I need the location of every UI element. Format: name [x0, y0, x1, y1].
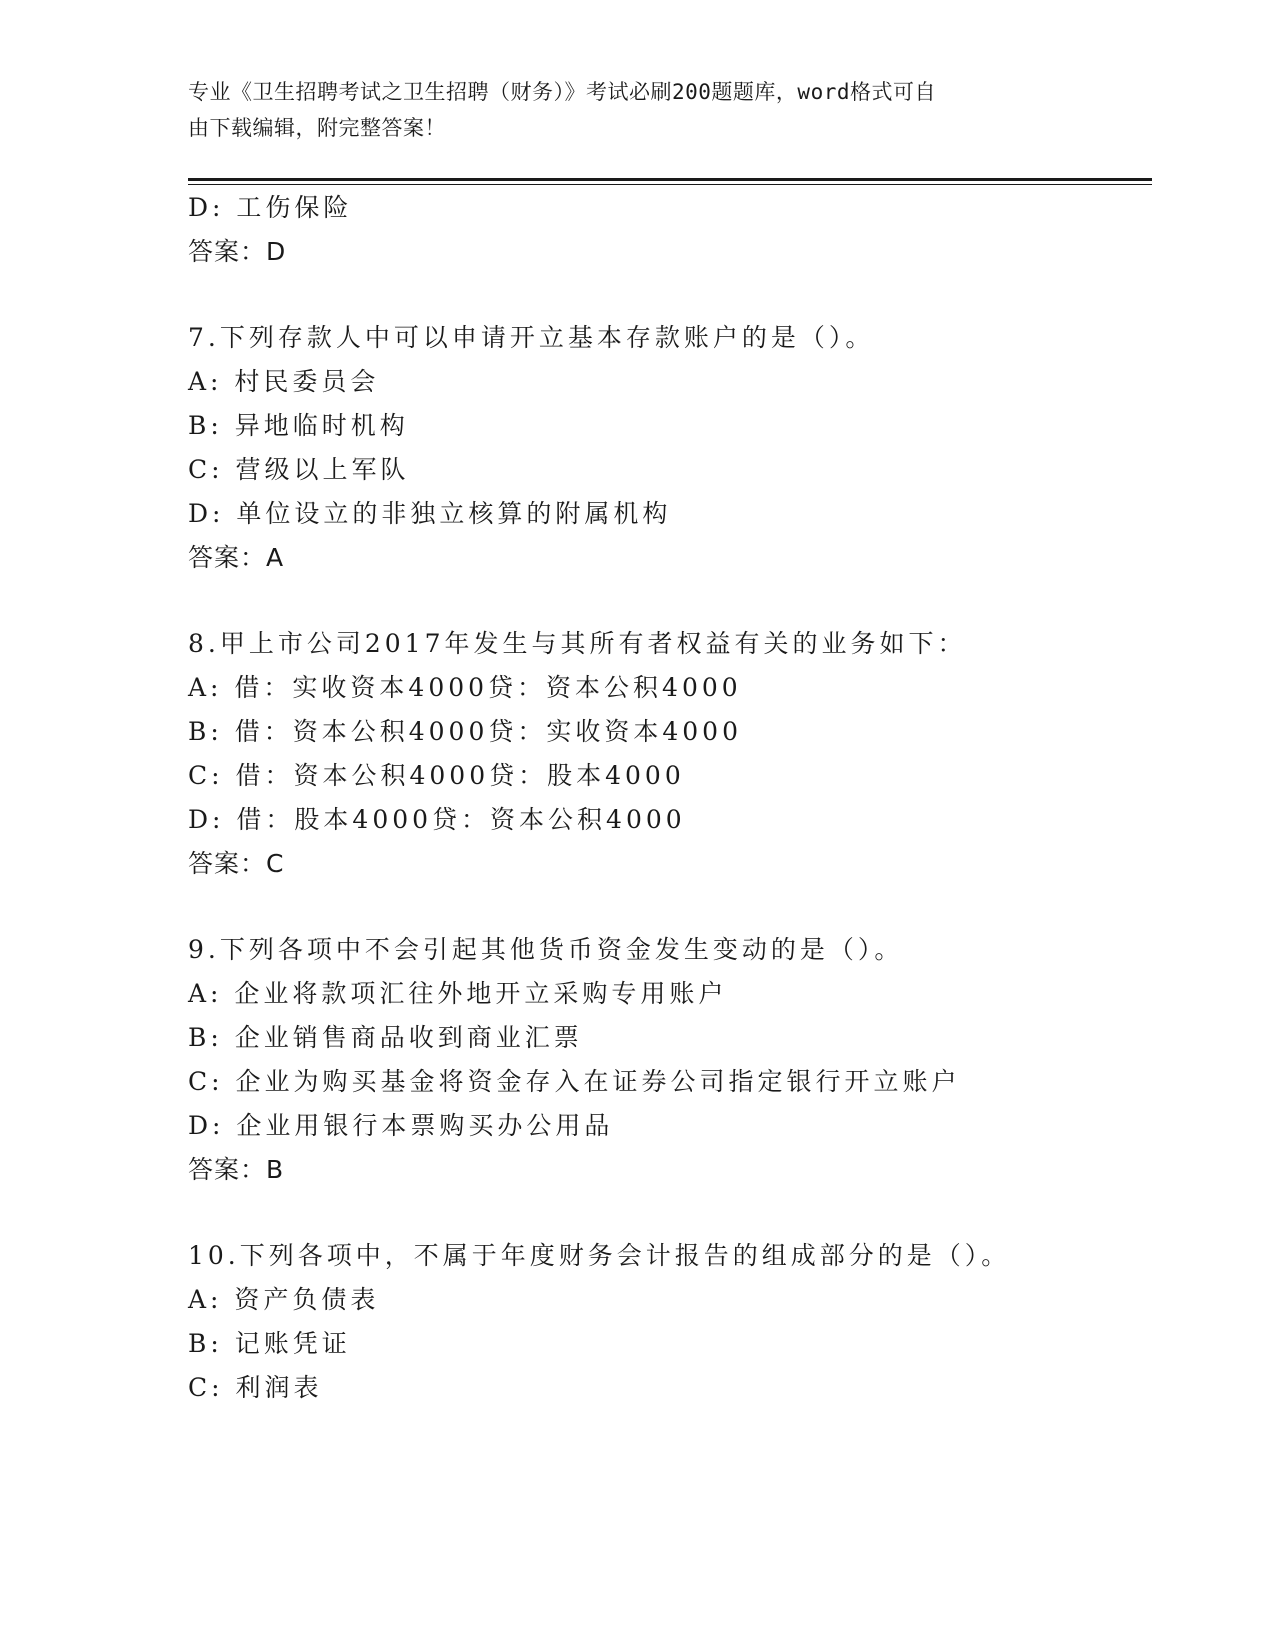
option-line: C: 借：资本公积4000贷：股本4000	[188, 761, 685, 790]
header-divider-thin	[188, 184, 1152, 185]
option-line: A: 资产负债表	[188, 1285, 380, 1314]
option-line: C: 营级以上军队	[188, 455, 410, 484]
document-header	[188, 74, 1068, 146]
answer-line: 答案：B	[188, 1155, 285, 1184]
option-line: C: 企业为购买基金将资金存入在证券公司指定银行开立账户	[188, 1067, 961, 1096]
answer-line: 答案：D	[188, 237, 287, 266]
question-line: 10.下列各项中，不属于年度财务会计报告的组成部分的是（）。	[188, 1241, 1011, 1270]
question-line: 7.下列存款人中可以申请开立基本存款账户的是（）。	[188, 323, 875, 352]
answer-line: 答案：A	[188, 543, 285, 572]
option-line: A: 村民委员会	[188, 367, 380, 396]
answer-line: 答案：C	[188, 849, 285, 878]
header-line-2: 由下载编辑，附完整答案！	[188, 116, 446, 140]
question-line: 9.下列各项中不会引起其他货币资金发生变动的是（）。	[188, 935, 904, 964]
option-line: D: 借：股本4000贷：资本公积4000	[188, 805, 686, 834]
header-line-1: 专业《卫生招聘考试之卫生招聘（财务）》考试必刷200题题库，word格式可自	[188, 80, 936, 104]
option-line: B: 记账凭证	[188, 1329, 351, 1358]
option-line: C: 利润表	[188, 1373, 323, 1402]
option-line: D: 企业用银行本票购买办公用品	[188, 1111, 614, 1140]
option-line: B: 借：资本公积4000贷：实收资本4000	[188, 717, 742, 746]
option-line: D: 工伤保险	[188, 193, 353, 222]
option-line: A: 借：实收资本4000贷：资本公积4000	[188, 673, 742, 702]
question-line: 8.甲上市公司2017年发生与其所有者权益有关的业务如下：	[188, 629, 967, 658]
option-line: D: 单位设立的非独立核算的附属机构	[188, 499, 672, 528]
option-line: B: 企业销售商品收到商业汇票	[188, 1023, 583, 1052]
option-line: A: 企业将款项汇往外地开立采购专用账户	[188, 979, 728, 1008]
option-line: B: 异地临时机构	[188, 411, 409, 440]
header-divider-thick	[188, 178, 1152, 181]
